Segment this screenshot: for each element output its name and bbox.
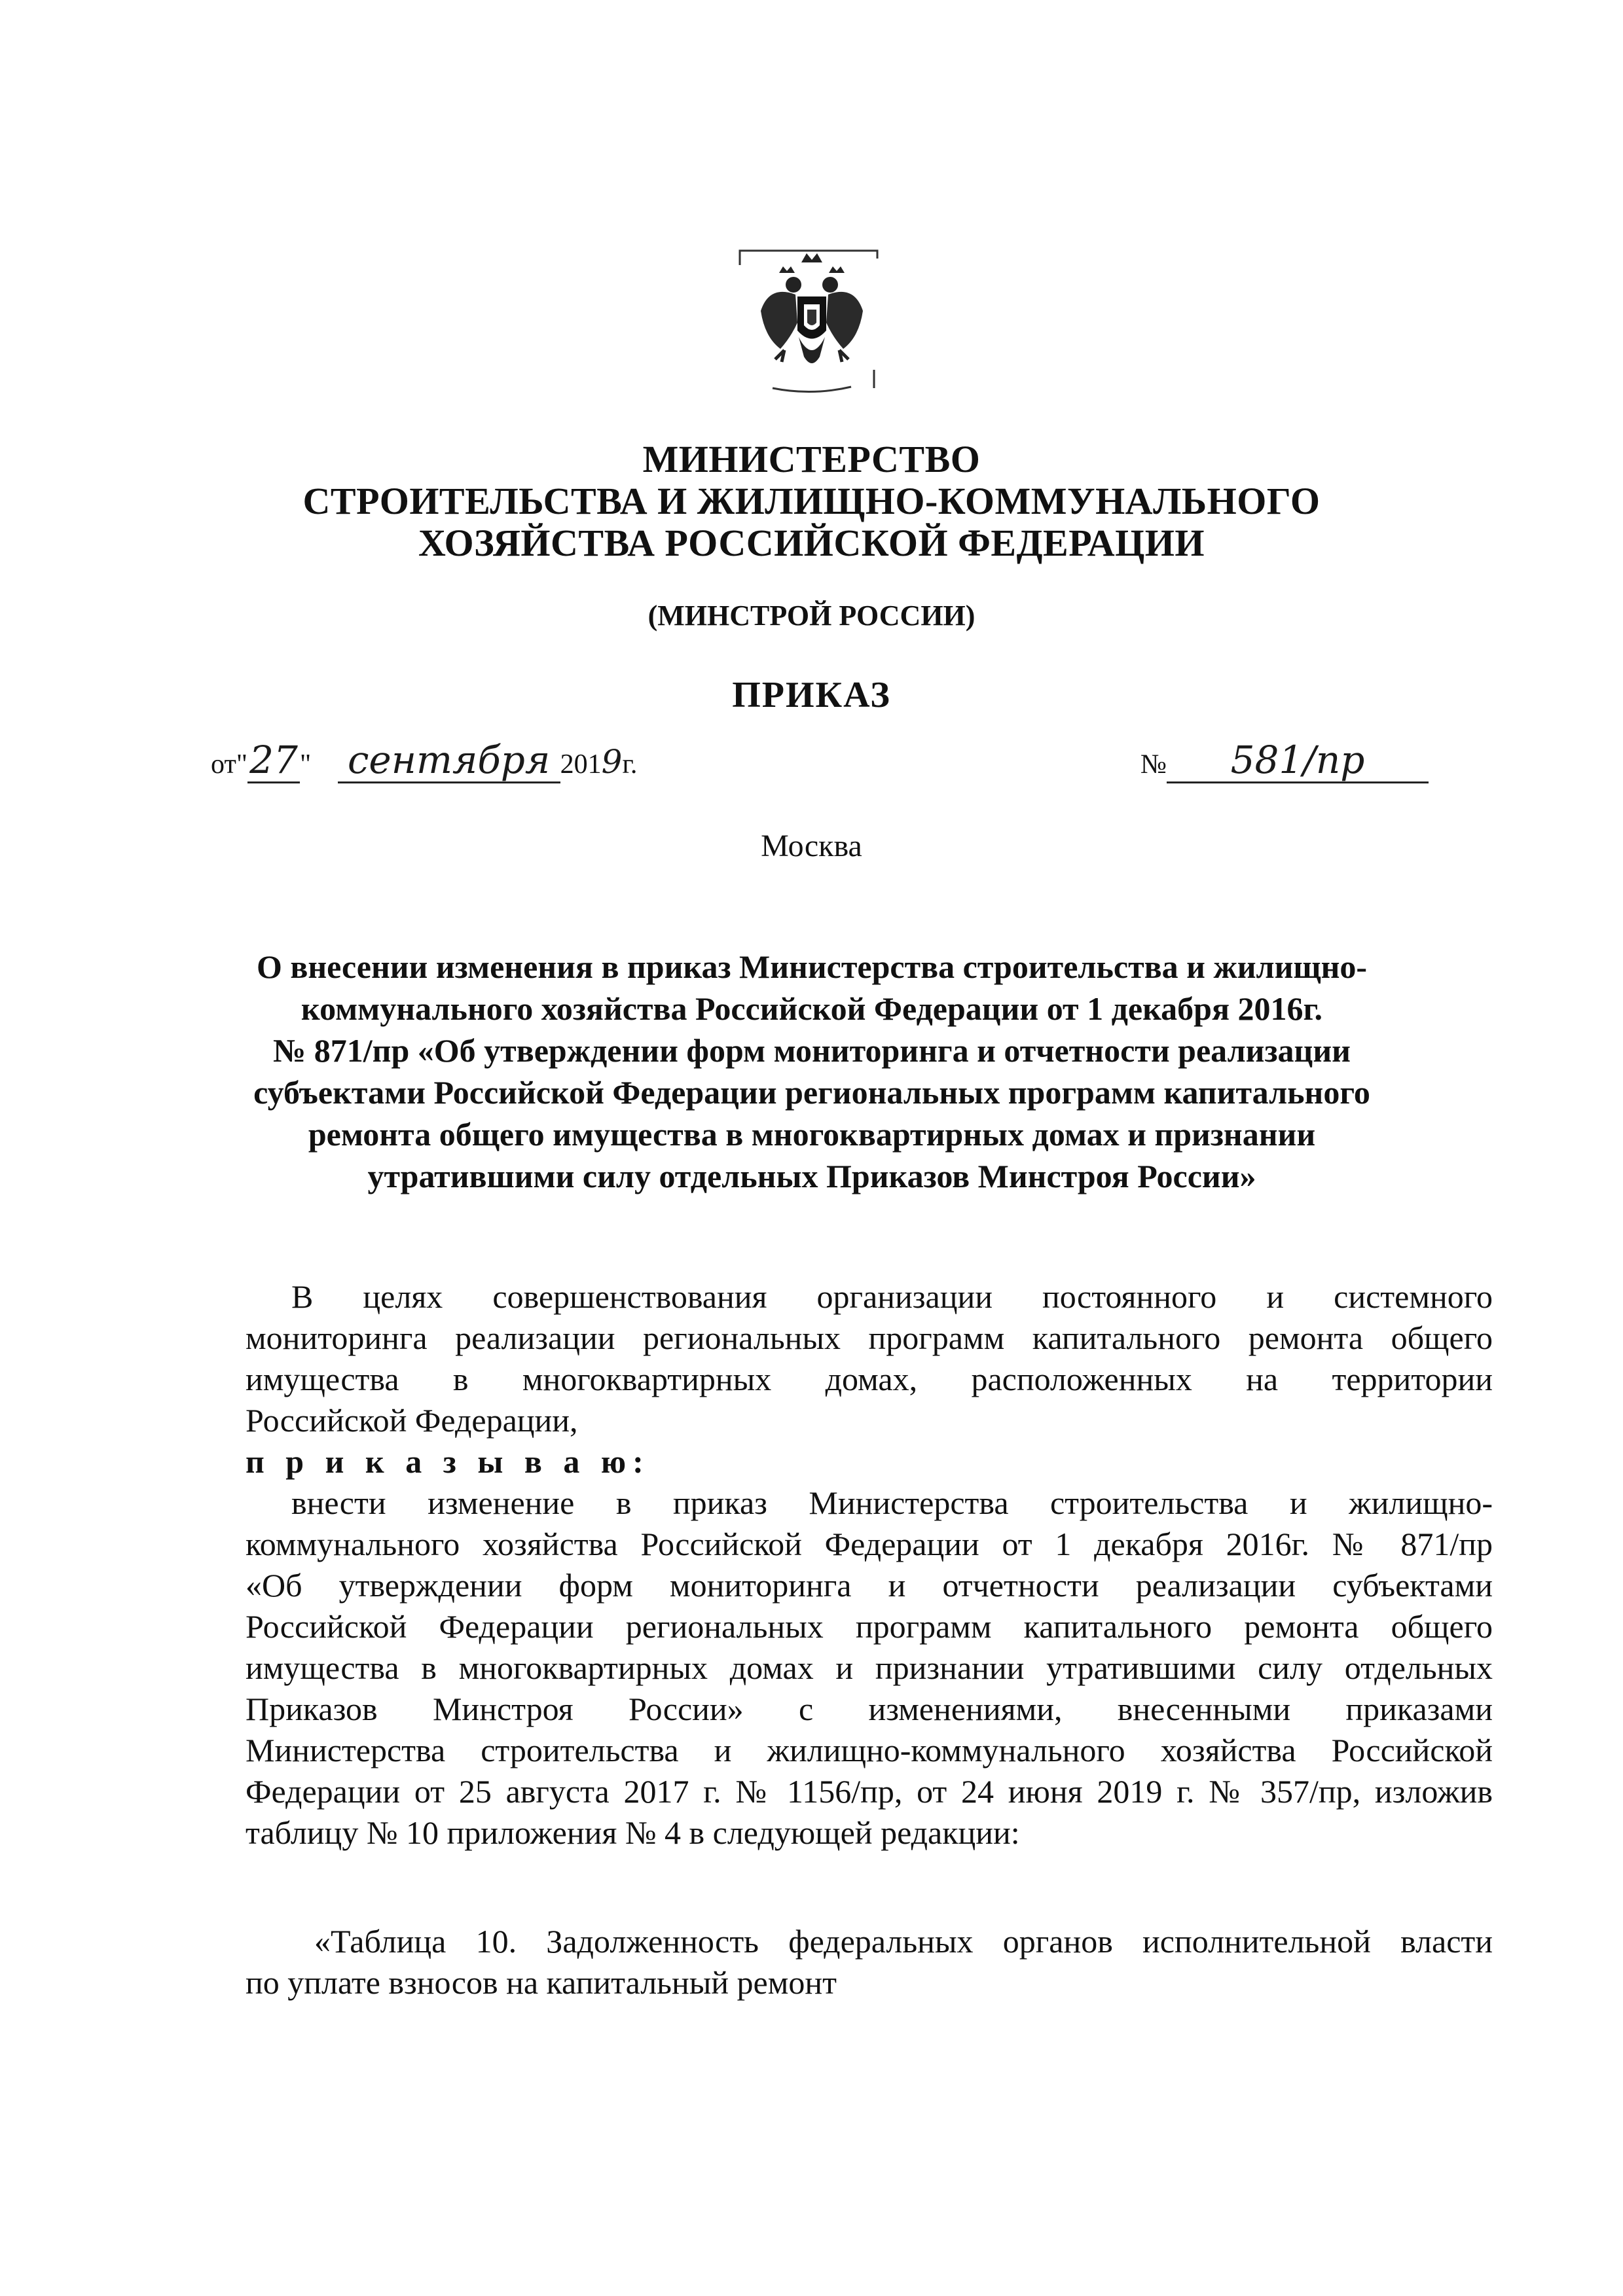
order-number [1140,738,1429,783]
date-month: сентября [347,738,551,782]
ministry-line-2: СТРОИТЕЛЬСТВА И ЖИЛИЩНО-КОММУНАЛЬНОГО [302,480,1321,522]
order-line: таблицу № 10 приложения № 4 в следующей редакции: [246,1814,1020,1851]
city: Москва [761,829,862,863]
order-line: «Об утверждении форм мониторинга и отчетности реализации субъектами [246,1567,1493,1604]
table-caption [246,1921,1493,2003]
preamble-line: мониторинга реализации региональных программ капитального ремонта общего [246,1319,1493,1356]
number-label: № [1140,749,1167,780]
title-line: утратившими силу отдельных Приказов Минстроя России» [367,1158,1256,1194]
preamble-paragraph [246,1276,1493,1441]
ministry-name [0,439,1623,564]
ministry-line-3: ХОЗЯЙСТВА РОССИЙСКОЙ ФЕДЕРАЦИИ [418,522,1205,564]
date-from-label: от [211,749,236,780]
order-word: п р и к а з ы в а ю: [246,1443,650,1480]
date-year-digit: 9 [601,743,623,781]
title-line: № 871/пр «Об утверждении форм мониторинга и отчетности реализации [273,1032,1351,1069]
caption-line: по уплате взносов на капитальный ремонт [246,1964,837,2001]
title-line: О внесении изменения в приказ Министерства строительства и жилищно- [256,948,1368,985]
dateline [211,730,1429,789]
preamble-line: имущества в многоквартирных домах, расположенных на территории [246,1361,1493,1397]
ministry-abbreviation: (МИНСТРОЙ РОССИИ) [647,600,976,632]
order-line: Российской Федерации региональных программ капитального ремонта общего [246,1608,1493,1645]
order-line: Федерации от 25 августа 2017 г. № 1156/пр, от 24 июня 2019 г. № 357/пр, изложив [246,1773,1493,1810]
coat-of-arms-emblem [733,239,890,409]
date-quote-open: " [236,749,247,780]
ministry-line-1: МИНИСТЕРСТВО [642,438,981,480]
number-value: 581/пр [1230,738,1365,782]
caption-line: «Таблица 10. Задолженность федеральных органов исполнительной власти [314,1923,1493,1960]
title-line: коммунального хозяйства Российской Федерации от 1 декабря 2016г. [301,990,1323,1027]
order-paragraph [246,1482,1493,1854]
date-year-suffix: г. [622,749,638,780]
order-word-block [246,1441,1493,1482]
date-day: 27 [249,738,298,782]
date-year-prefix: 201 [560,749,602,780]
preamble-line: В целях совершенствования организации постоянного и системного [291,1278,1493,1315]
date-quote-close: " [299,749,312,780]
document-type: ПРИКАЗ [732,675,891,715]
order-line: коммунального хозяйства Российской Федерации от 1 декабря 2016г. № 871/пр [246,1526,1493,1562]
order-line: имущества в многоквартирных домах и признании утратившими силу отдельных [246,1649,1493,1686]
order-line: Приказов Минстроя России» с изменениями, внесенными приказами [246,1691,1493,1727]
order-date [211,738,638,783]
order-line: внести изменение в приказ Министерства строительства и жилищно- [291,1484,1493,1521]
title-line: субъектами Российской Федерации региональных программ капитального [253,1074,1370,1111]
preamble-line: Российской Федерации, [246,1402,578,1439]
title-line: ремонта общего имущества в многоквартирных домах и признании [308,1116,1316,1153]
order-title [223,946,1401,1197]
order-line: Министерства строительства и жилищно-коммунального хозяйства Российской [246,1732,1493,1768]
